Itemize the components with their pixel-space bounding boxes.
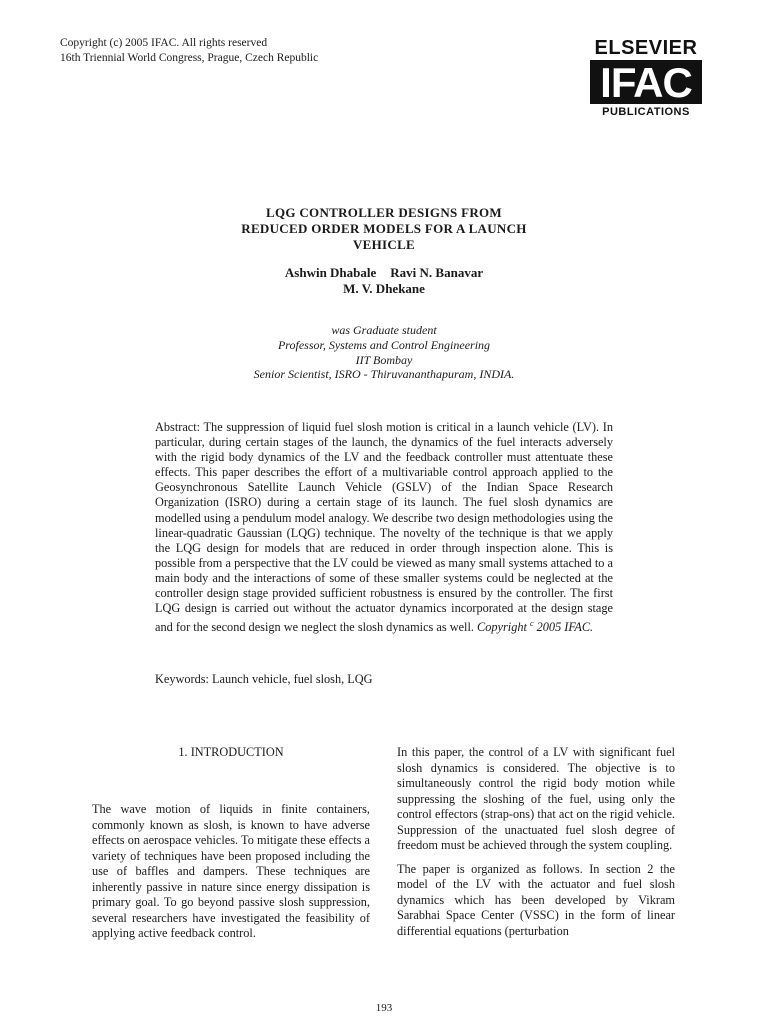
affiliation-line: IIT Bombay [355, 352, 413, 367]
congress-line: 16th Triennial World Congress, Prague, Czech Republic [60, 51, 319, 64]
title-line: REDUCED ORDER MODELS FOR A LAUNCH [241, 221, 527, 236]
abstract-text: Abstract: The suppression of liquid fuel slosh motion is critical in a launch vehicle (LV). In particular, during certain stages of the launch, the dynamics of the fuel interacts adversely with the rigid body dynamics of the LV and the feedback controller must attentuate these effects. This paper describes the effort of a multivariable control approach applied to the Geosynchronous Satellite Launch Vehicle (GSLV) of the Indian Space Research Organization (ISRO) during a certain stage of its launch. The fuel slosh dynamics are modelled using a pendulum model analogy. We describe two design methodologies using the linear-quadratic Gaussian (LQG) technique. The novelty of the technique is that we apply the LQG design for models that are reduced in order through inspection alone. This is possible from a perspective that the LV could be viewed as many small systems attached to a main body and the interactions of some of these smaller systems could be neglected at the controller design stage provided sufficient robustness is ensured by the controller. The first LQG design is carried out without the actuator dynamics incorporated at the design stage and for the second design we neglect the slosh dynamics as well. [155, 420, 613, 635]
affiliation-line: Professor, Systems and Control Engineering [277, 337, 491, 352]
paper-title [180, 205, 588, 253]
body-paragraph: The paper is organized as follows. In section 2 the model of the LV with the actuator and fuel slosh dynamics which has been developed by Vikram Sarabhai Space Center (VSSC) in the form of linear differential equations (perturbation [397, 861, 675, 938]
author-name: Ravi N. Banavar [390, 265, 484, 280]
logo-publications-text: PUBLICATIONS [602, 106, 690, 118]
logo-ifac-mark [590, 60, 702, 104]
body-paragraph: In this paper, the control of a LV with significant fuel slosh dynamics is considered. The objective is to simultaneously control the rigid body motion while suppressing the sloshing of the fuel, using only the control effectors (strap-ons) that act on the rigid vehicle. Suppression of the unactuated fuel slosh degree of freedom must be achieved through the system coupling. [397, 745, 675, 852]
title-line: LQG CONTROLLER DESIGNS FROM [266, 205, 502, 220]
publisher-logo [586, 38, 706, 118]
copyright-line: Copyright (c) 2005 IFAC. All rights reserved [60, 37, 268, 49]
right-column [397, 745, 675, 947]
logo-ifac-text: IFAC [600, 60, 692, 104]
author-name: M. V. Dhekane [343, 281, 425, 296]
affiliations [180, 323, 588, 382]
author-list [180, 265, 588, 297]
title-line: VEHICLE [352, 237, 416, 252]
keywords: Keywords: Launch vehicle, fuel slosh, LQG [155, 672, 373, 686]
abstract-copyright: Copyright $^c$ 2005 IFAC. [477, 619, 594, 635]
author-name: Ashwin Dhabale [284, 265, 377, 280]
logo-elsevier-text: ELSEVIER [594, 37, 698, 59]
abstract [155, 420, 613, 635]
section-heading-introduction: 1. INTRODUCTION [178, 745, 284, 759]
left-column [92, 802, 370, 942]
body-paragraph: The wave motion of liquids in finite containers, commonly known as slosh, is known to have adverse effects on aerospace vehicles. To mitigate these effects a variety of techniques have been proposed including the use of baffles and dampers. These techniques are inherently passive in nature since energy dissipation is primary goal. To go beyond passive slosh suppression, several researchers have investigated the feasibility of applying active feedback control. [92, 802, 370, 940]
copyright-notice [60, 36, 318, 65]
affiliation-line: was Graduate student [331, 323, 437, 337]
affiliation-line: Senior Scientist, ISRO - Thiruvananthapuram, INDIA. [253, 367, 515, 382]
page-number: 193 [375, 1002, 393, 1014]
